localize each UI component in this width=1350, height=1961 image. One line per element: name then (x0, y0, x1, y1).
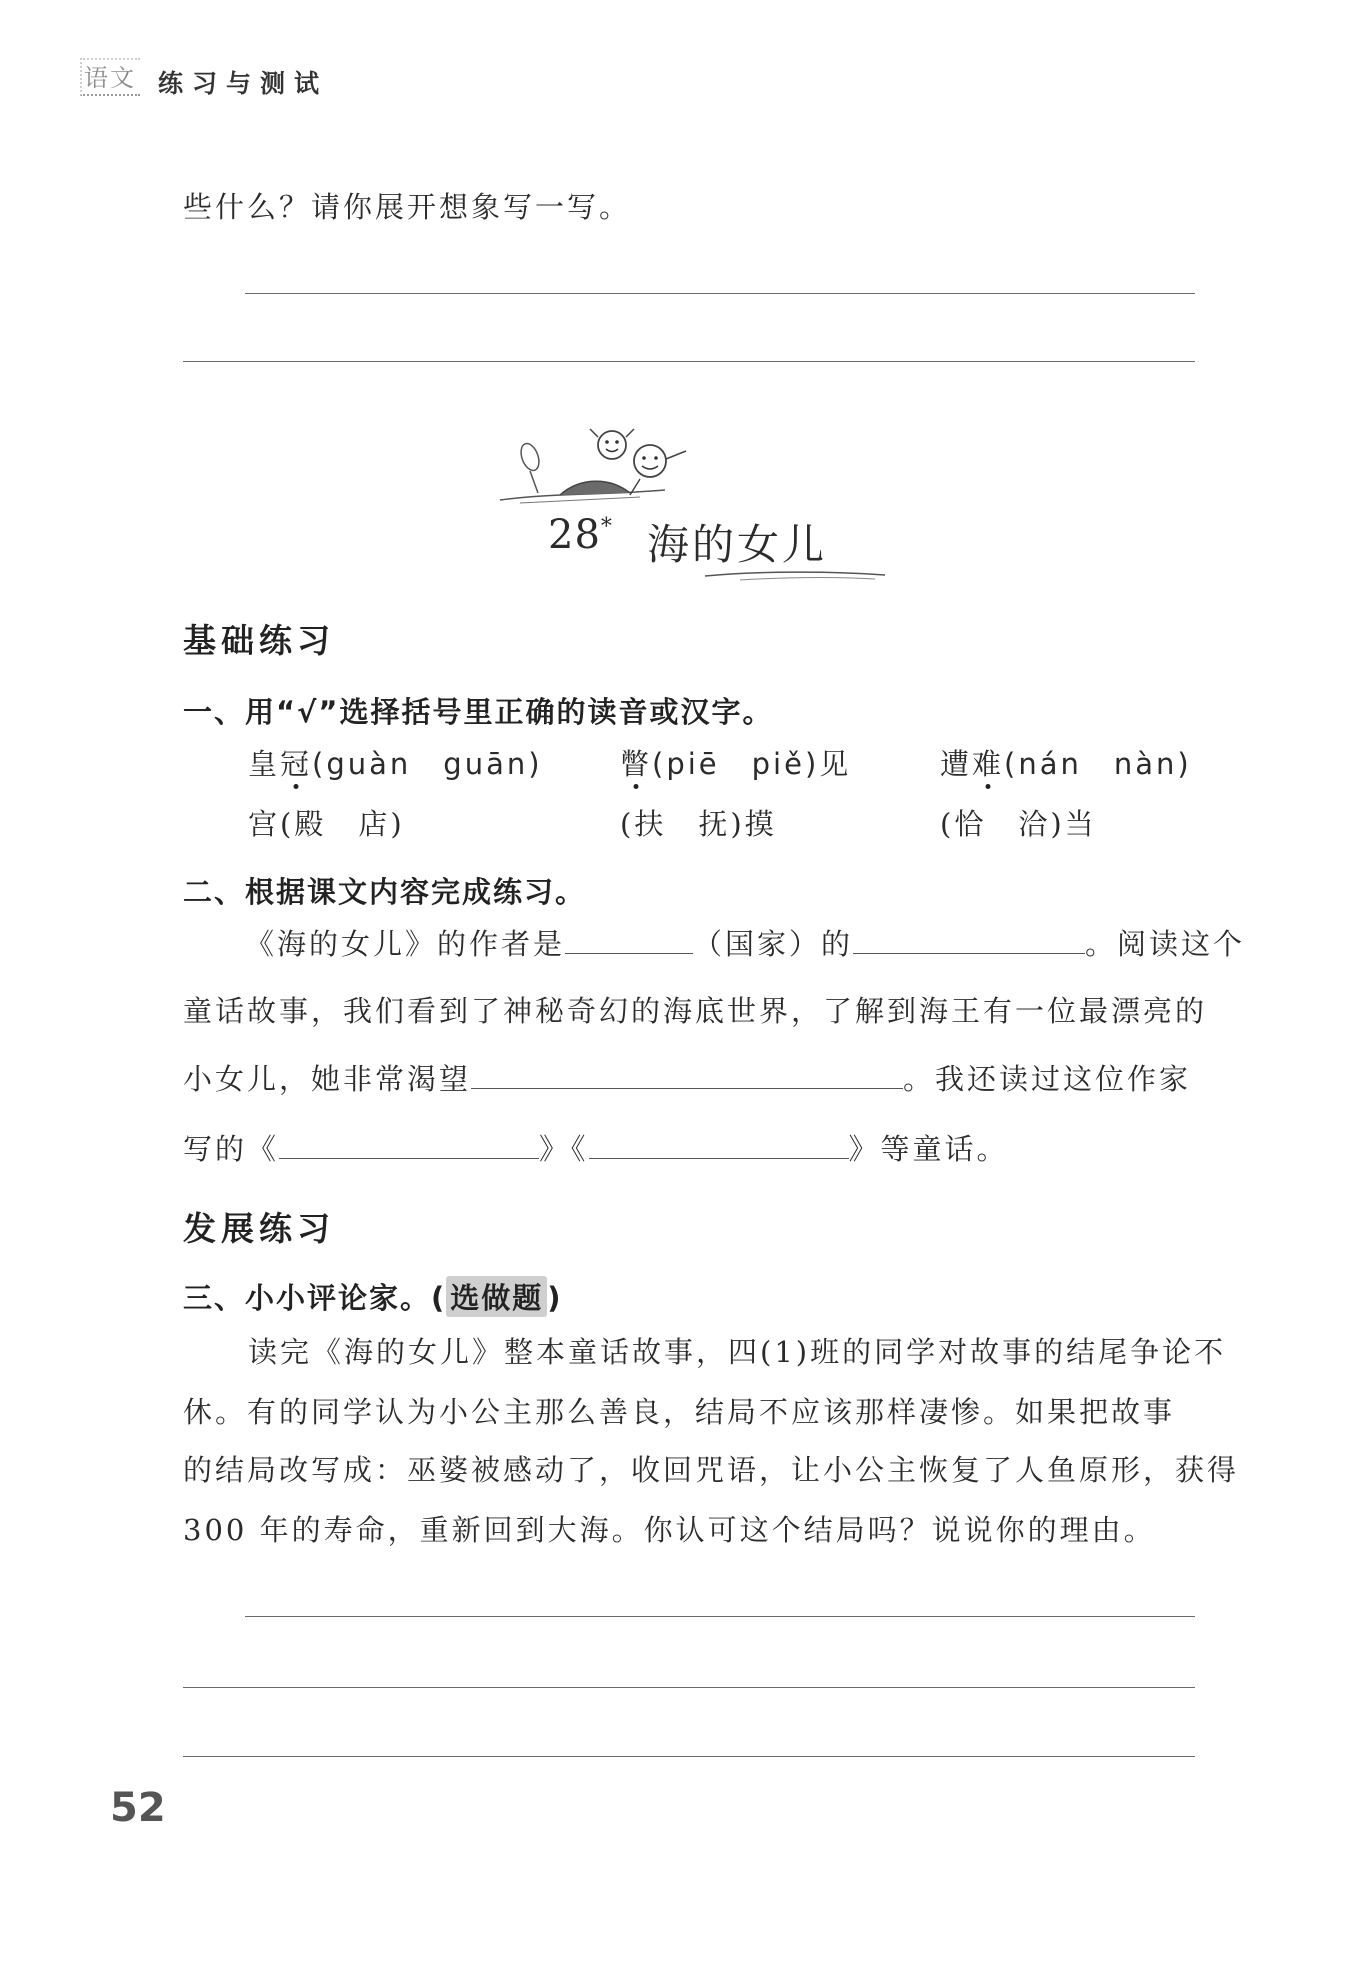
q3-line-4: 300 年的寿命，重新回到大海。你认可这个结局吗？说说你的理由。 (183, 1513, 1156, 1547)
q3-line-3: 的结局改写成：巫婆被感动了，收回咒语，让小公主恢复了人鱼原形，获得 (183, 1453, 1240, 1487)
q1-item-3-options: (nán nàn) (1004, 747, 1192, 781)
q1-item-1-dotchar: 冠 (280, 747, 313, 781)
q1-item-3 (940, 747, 1192, 781)
q1-item-3-dotchar: 难 (972, 747, 1005, 781)
lesson-number-text: 28 (548, 512, 601, 558)
blank-book-1[interactable] (279, 1136, 539, 1159)
q1-item-1-char: 皇 (248, 747, 281, 781)
q2-text: 。我还读过这位作家 (903, 1062, 1192, 1096)
page-number: 52 (110, 1785, 166, 1831)
answer-line (245, 1616, 1195, 1617)
answer-line (245, 293, 1195, 294)
q1-item-2-dotchar: 瞥 (620, 747, 653, 781)
q2-text: 小女儿，她非常渴望 (183, 1062, 472, 1096)
answer-line (183, 1687, 1195, 1688)
q2-label: 二、根据课文内容完成练习。 (183, 875, 587, 909)
q2-text: 》《 (539, 1132, 589, 1166)
header-subject: 语文 (84, 64, 136, 92)
q2-text: 》等童话。 (848, 1132, 1009, 1166)
intro-text: 些什么？请你展开想象写一写。 (183, 190, 632, 224)
lesson-number (548, 512, 613, 558)
lesson-star: * (600, 514, 613, 540)
q2-text: 。阅读这个 (1085, 927, 1246, 961)
answer-line (183, 1756, 1195, 1757)
blank-book-2[interactable] (589, 1136, 849, 1159)
q2-line-2: 童话故事，我们看到了神秘奇幻的海底世界，了解到海王有一位最漂亮的 (183, 994, 1208, 1028)
blank-wish[interactable] (471, 1066, 903, 1089)
q2-text: 《海的女儿》的作者是 (245, 927, 566, 961)
section-dev-heading: 发展练习 (183, 1209, 335, 1248)
answer-line (183, 361, 1195, 362)
q1-item-2 (620, 747, 852, 781)
q1-item-2-options: (piē piě)见 (652, 747, 852, 781)
q2-text: （国家）的 (693, 927, 854, 961)
q1-item-6: (恰 洽)当 (940, 807, 1097, 841)
section-basic-heading: 基础练习 (183, 621, 335, 660)
blank-author[interactable] (853, 931, 1085, 954)
q1-item-1 (248, 747, 543, 781)
q3-line-1: 读完《海的女儿》整本童话故事，四(1)班的同学对故事的结尾争论不 (248, 1335, 1227, 1369)
q1-item-1-options: (guàn guān) (312, 747, 543, 781)
q3-line-2: 休。有的同学认为小公主那么善良，结局不应该那样凄惨。如果把故事 (183, 1395, 1176, 1429)
q3-label-text: 三、小小评论家。( (183, 1281, 447, 1315)
q2-line-3 (183, 1062, 1192, 1096)
q1-item-3-char: 遭 (940, 747, 973, 781)
lesson-title: 海的女儿 (647, 520, 828, 569)
kids-illustration-icon (490, 415, 730, 515)
q3-label (183, 1276, 563, 1317)
header-title: 练习与测试 (158, 69, 329, 98)
q2-line-1 (245, 927, 1246, 961)
q3-label-close: ) (547, 1281, 563, 1315)
q2-text: 写的《 (183, 1132, 280, 1166)
optional-tag: 选做题 (446, 1276, 547, 1317)
q2-line-4 (183, 1132, 1009, 1166)
blank-country[interactable] (565, 931, 693, 954)
q1-label: 一、用“√”选择括号里正确的读音或汉字。 (183, 695, 774, 729)
title-underline-icon (700, 568, 890, 582)
q1-item-4: 宫(殿 店) (248, 807, 405, 841)
q1-item-5: (扶 抚)摸 (620, 807, 777, 841)
